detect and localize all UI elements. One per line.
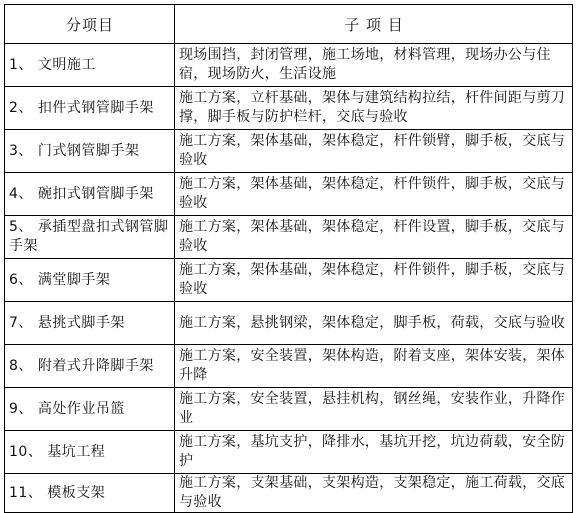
row-category: 11、 模板支架 bbox=[5, 474, 175, 513]
table-row bbox=[5, 173, 573, 216]
row-category: 4、 碗扣式钢管脚手架 bbox=[5, 173, 175, 216]
table-row bbox=[5, 130, 573, 173]
row-category: 7、 悬挑式脚手架 bbox=[5, 302, 175, 345]
row-subitems: 施工方案，架体基础，架体稳定，杆件设置，脚手板，交底与验收 bbox=[175, 216, 573, 259]
inspection-items-table bbox=[4, 4, 573, 513]
row-subitems: 施工方案，架体基础，架体稳定，杆件锁件，脚手板，交底与验收 bbox=[175, 259, 573, 302]
table-row bbox=[5, 87, 573, 130]
row-category: 6、 满堂脚手架 bbox=[5, 259, 175, 302]
table-row bbox=[5, 388, 573, 431]
header-category: 分项目 bbox=[5, 5, 175, 44]
row-category: 5、 承插型盘扣式钢管脚手架 bbox=[5, 216, 175, 259]
row-category: 9、 高处作业吊篮 bbox=[5, 388, 175, 431]
row-subitems: 施工方案，基坑支护，降排水，基坑开挖，坑边荷载，安全防护 bbox=[175, 431, 573, 474]
row-category: 10、 基坑工程 bbox=[5, 431, 175, 474]
row-subitems: 施工方案，安全装置，悬挂机构，钢丝绳，安装作业，升降作业 bbox=[175, 388, 573, 431]
row-subitems: 施工方案，安全装置，架体构造，附着支座，架体安装，架体升降 bbox=[175, 345, 573, 388]
row-category: 3、 门式钢管脚手架 bbox=[5, 130, 175, 173]
row-subitems: 施工方案，支架基础，支架构造，支架稳定，施工荷载，交底与验收 bbox=[175, 474, 573, 513]
table-row bbox=[5, 474, 573, 513]
row-category: 1、 文明施工 bbox=[5, 44, 175, 87]
table-row bbox=[5, 216, 573, 259]
row-subitems: 施工方案，悬挑钢梁，架体稳定，脚手板，荷载，交底与验收 bbox=[175, 302, 573, 345]
row-subitems: 施工方案，架体基础，架体稳定，杆件锁件，脚手板，交底与验收 bbox=[175, 173, 573, 216]
table-row bbox=[5, 302, 573, 345]
table-row bbox=[5, 345, 573, 388]
table-row bbox=[5, 259, 573, 302]
row-category: 2、 扣件式钢管脚手架 bbox=[5, 87, 175, 130]
header-subitems: 子 项 目 bbox=[175, 5, 573, 44]
row-category: 8、 附着式升降脚手架 bbox=[5, 345, 175, 388]
table-row bbox=[5, 431, 573, 474]
table-header-row bbox=[5, 5, 573, 44]
row-subitems: 现场围挡，封闭管理，施工场地，材料管理，现场办公与住宿，现场防火，生活设施 bbox=[175, 44, 573, 87]
table-row bbox=[5, 44, 573, 87]
inspection-items-table-container bbox=[4, 4, 572, 513]
row-subitems: 施工方案，立杆基础，架体与建筑结构拉结，杆件间距与剪刀撑，脚手板与防护栏杆，交底与验收 bbox=[175, 87, 573, 130]
row-subitems: 施工方案，架体基础，架体稳定，杆件锁臂，脚手板，交底与验收 bbox=[175, 130, 573, 173]
